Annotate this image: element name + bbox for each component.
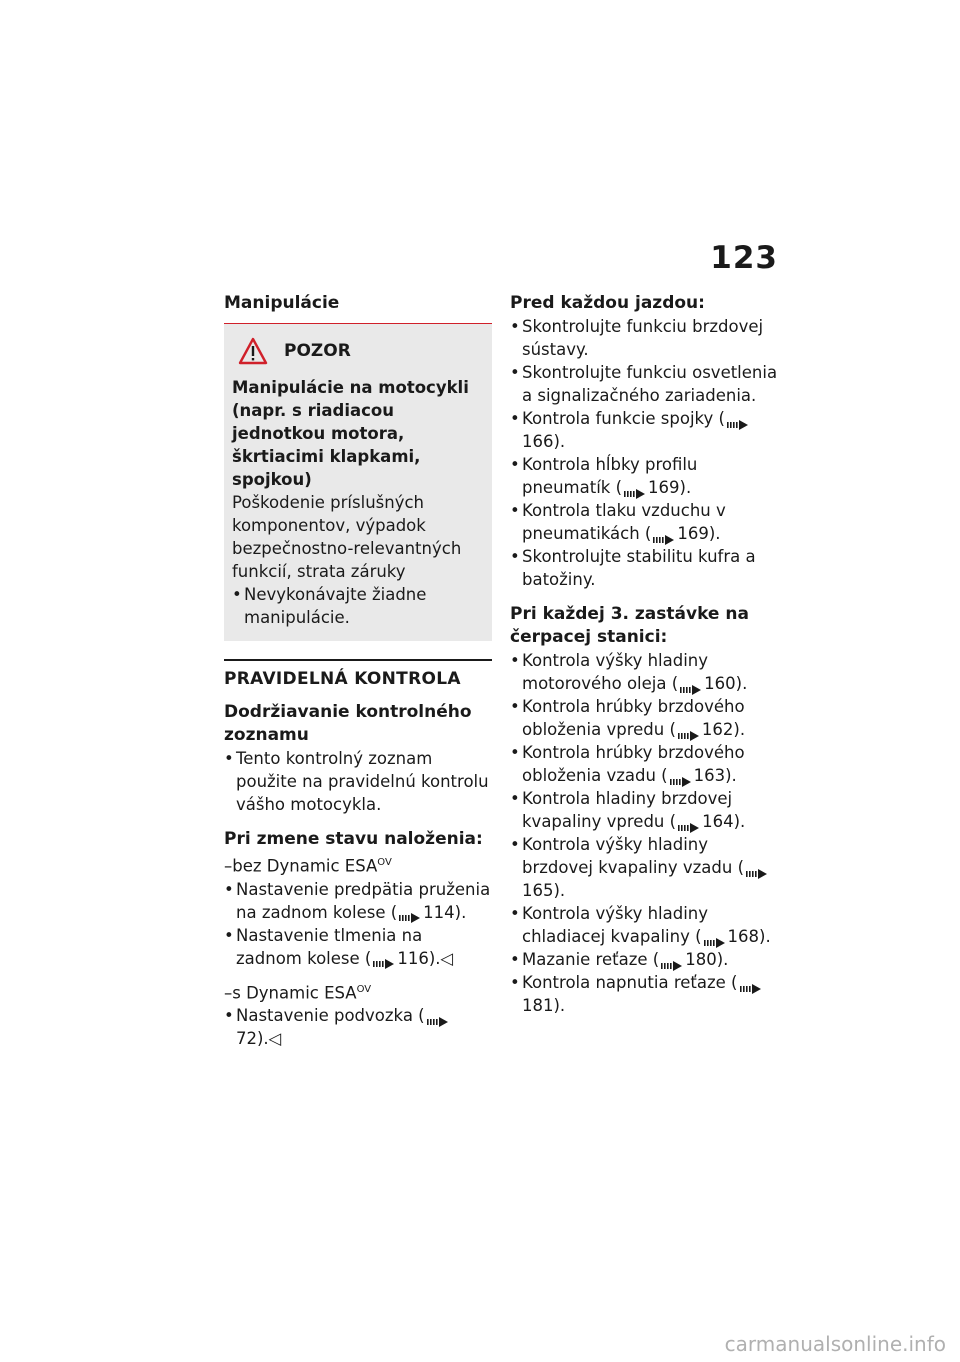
warning-subtitle: Manipulácie na motocykli (napr. s riadiacou jednotkou motora, škrtiacimi klapkami, spojkou) <box>232 378 469 489</box>
fuel-stop-list <box>510 649 782 1017</box>
warning-bullets <box>232 583 484 629</box>
list-item: • Nastavenie podvozka (72).◁ <box>224 1004 492 1050</box>
page-reference-arrow-icon <box>373 953 395 965</box>
fuel-stop-heading: Pri každej 3. zastávke na čerpacej stanici: <box>510 604 749 647</box>
list-item: • Kontrola hrúbky brzdového obloženia vzadu ( 163). <box>510 741 782 787</box>
page-reference-arrow-icon <box>704 932 726 944</box>
page-reference-arrow-icon <box>399 907 421 919</box>
before-ride-list <box>510 315 782 591</box>
list-item: • Kontrola hrúbky brzdového obloženia vpredu ( 162). <box>510 695 782 741</box>
warning-bullet: • Nevykonávajte žiadne manipulácie. <box>232 583 484 629</box>
page-reference-arrow-icon <box>678 725 700 737</box>
page-reference-arrow-icon <box>427 1011 449 1023</box>
page-reference[interactable]: 116 <box>397 948 429 968</box>
page-reference-arrow-icon <box>727 414 749 426</box>
page-reference[interactable]: 169 <box>677 524 709 543</box>
list-item: • Kontrola napnutia reťaze (181). <box>510 971 782 1017</box>
warning-triangle-icon <box>238 337 268 365</box>
checklist-bullet: • Tento kontrolný zoznam použite na pravidelnú kontrolu vášho motocykla. <box>224 747 492 816</box>
list-item: • Nastavenie tlmenia na zadnom kolese ( 116).◁ <box>224 924 492 970</box>
page-reference[interactable]: 166 <box>522 432 554 451</box>
page-reference[interactable]: 162 <box>701 720 734 739</box>
page-reference-arrow-icon <box>624 483 646 495</box>
page-reference[interactable]: 165 <box>522 881 554 900</box>
list-item: • Kontrola funkcie spojky (166). <box>510 407 782 453</box>
page-reference[interactable]: 72 <box>236 1029 257 1048</box>
page-reference-arrow-icon <box>653 529 675 541</box>
watermark: carmanualsonline.info <box>724 1332 946 1356</box>
list-item: • Kontrola výšky hladiny brzdovej kvapaliny vzadu (165). <box>510 833 782 902</box>
list-item: • Skontrolujte stabilitu kufra a batožiny. <box>510 545 782 591</box>
page-reference-arrow-icon <box>740 978 762 990</box>
section-title: PRAVIDELNÁ KONTROLA <box>224 659 492 689</box>
page-reference[interactable]: 181 <box>522 996 554 1015</box>
page-reference-arrow-icon <box>680 679 702 691</box>
list-item: • Kontrola hĺbky profilu pneumatík ( 169). <box>510 453 782 499</box>
page-reference[interactable]: 163 <box>693 766 726 785</box>
before-ride-heading: Pred každou jazdou: <box>510 293 705 313</box>
with-esa-label: –s Dynamic $ESA^{OV}$ <box>224 983 372 1002</box>
page-reference[interactable]: 180 <box>685 950 717 969</box>
warning-title: POZOR <box>284 341 351 361</box>
page-number: 123 <box>710 240 778 276</box>
page-reference[interactable]: 169 <box>648 478 680 497</box>
list-item: • Nastavenie predpätia pruženia na zadnom kolese ( 114). <box>224 878 492 924</box>
page-reference-arrow-icon <box>670 771 692 783</box>
page-reference-arrow-icon <box>678 817 700 829</box>
left-column <box>224 292 492 1050</box>
without-esa-label: –bez Dynamic $ESA^{OV}$ <box>224 856 392 876</box>
with-esa-list <box>224 1004 492 1050</box>
list-item: • Skontrolujte funkciu brzdovej sústavy. <box>510 315 782 361</box>
warning-body: Poškodenie príslušných komponentov, výpadok bezpečnostno-relevantných funkcií, strata záruky <box>232 493 462 581</box>
list-item: • Skontrolujte funkciu osvetlenia a signalizačného zariadenia. <box>510 361 782 407</box>
page-reference[interactable]: 168 <box>727 927 760 946</box>
list-item: • Mazanie reťaze ( 180). <box>510 948 782 971</box>
list-item: • Kontrola výšky hladiny chladiacej kvapaliny ( 168). <box>510 902 782 948</box>
page-reference[interactable]: 164 <box>702 812 734 831</box>
page-reference[interactable]: 160 <box>704 674 736 693</box>
checklist-list <box>224 747 492 816</box>
warning-header <box>232 336 484 366</box>
page-reference[interactable]: 114 <box>423 902 455 922</box>
list-item: • Kontrola tlaku vzduchu v pneumatikách ( 169). <box>510 499 782 545</box>
warning-box <box>224 323 492 641</box>
list-item: • Kontrola hladiny brzdovej kvapaliny vpredu ( 164). <box>510 787 782 833</box>
manipulation-heading: Manipulácie <box>224 293 340 313</box>
page-reference-arrow-icon <box>661 955 683 967</box>
without-esa-list <box>224 878 492 970</box>
checklist-heading: Dodržiavanie kontrolného zoznamu <box>224 702 472 745</box>
load-heading: Pri zmene stavu naloženia: <box>224 829 483 849</box>
list-item: • Kontrola výšky hladiny motorového oleja ( 160). <box>510 649 782 695</box>
page-reference-arrow-icon <box>746 863 768 875</box>
right-column <box>510 292 782 1017</box>
